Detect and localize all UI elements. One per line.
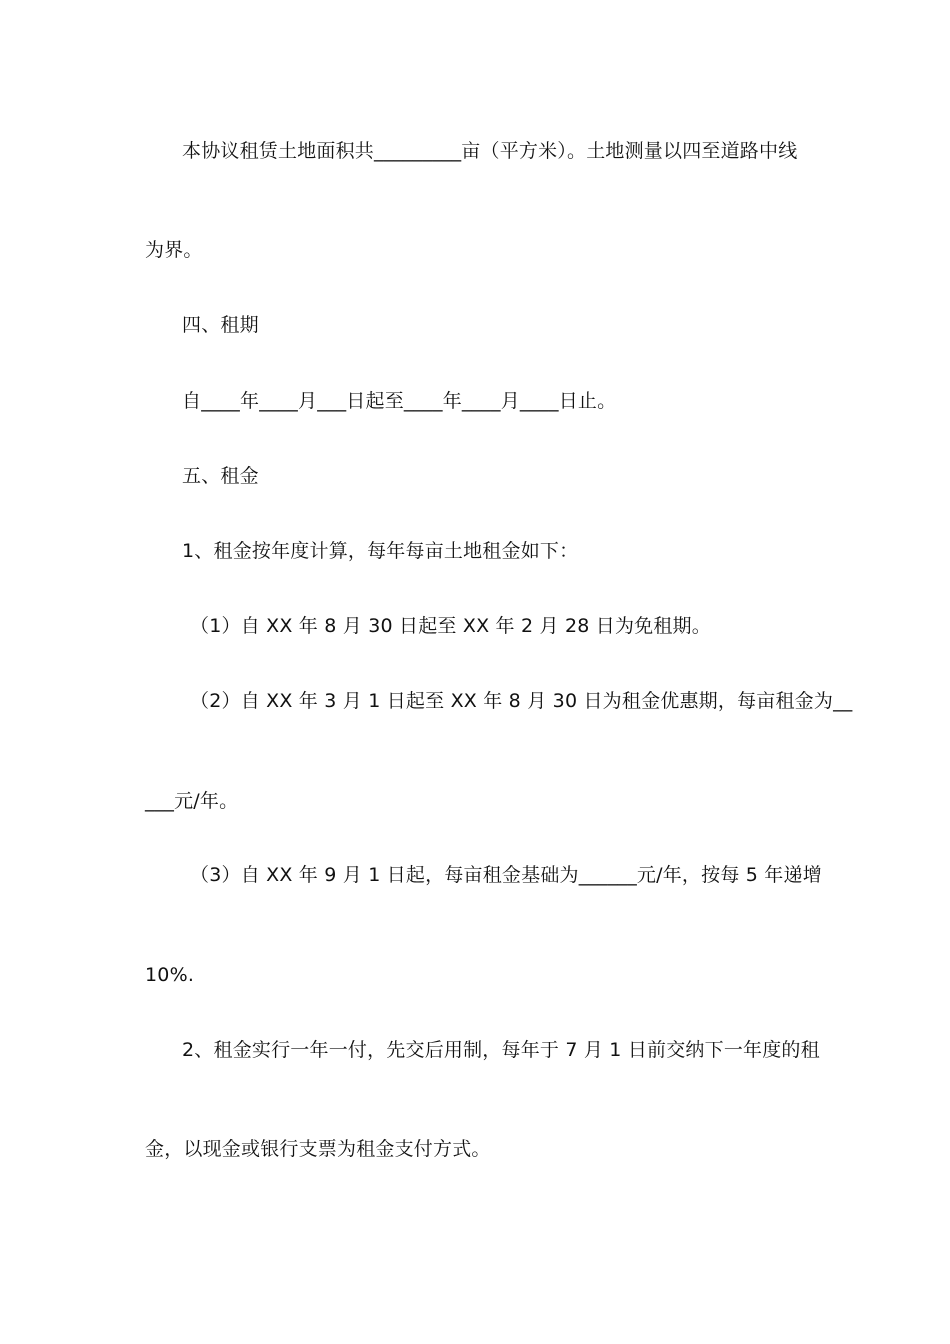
- clause-rent-annual: 1、租金按年度计算，每年每亩土地租金如下：: [182, 540, 579, 562]
- section-heading-rent: 五、租金: [182, 465, 259, 487]
- clause-payment: 2、租金实行一年一付，先交后用制，每年于 7 月 1 日前交纳下一年度的租: [182, 1039, 820, 1061]
- item-rent-free-period: （1）自 XX 年 8 月 30 日起至 XX 年 2 月 28 日为免租期。: [190, 615, 711, 637]
- item-discount-period-cont: ___元/年。: [145, 790, 239, 812]
- section-heading-lease-term: 四、租期: [182, 314, 259, 336]
- paragraph-lease-dates: 自____年____月___日起至____年____月____日止。: [182, 390, 617, 412]
- clause-payment-cont: 金，以现金或银行支票为租金支付方式。: [145, 1138, 491, 1160]
- item-base-rent: （3）自 XX 年 9 月 1 日起，每亩租金基础为______元/年，按每 5 年递增: [190, 864, 822, 886]
- item-base-rent-cont: 10%.: [145, 964, 195, 986]
- item-discount-period: （2）自 XX 年 3 月 1 日起至 XX 年 8 月 30 日为租金优惠期，每亩租金为__: [190, 690, 853, 712]
- paragraph-land-area: 本协议租赁土地面积共_________亩（平方米）。土地测量以四至道路中线: [182, 140, 798, 162]
- paragraph-land-area-cont: 为界。: [145, 239, 203, 261]
